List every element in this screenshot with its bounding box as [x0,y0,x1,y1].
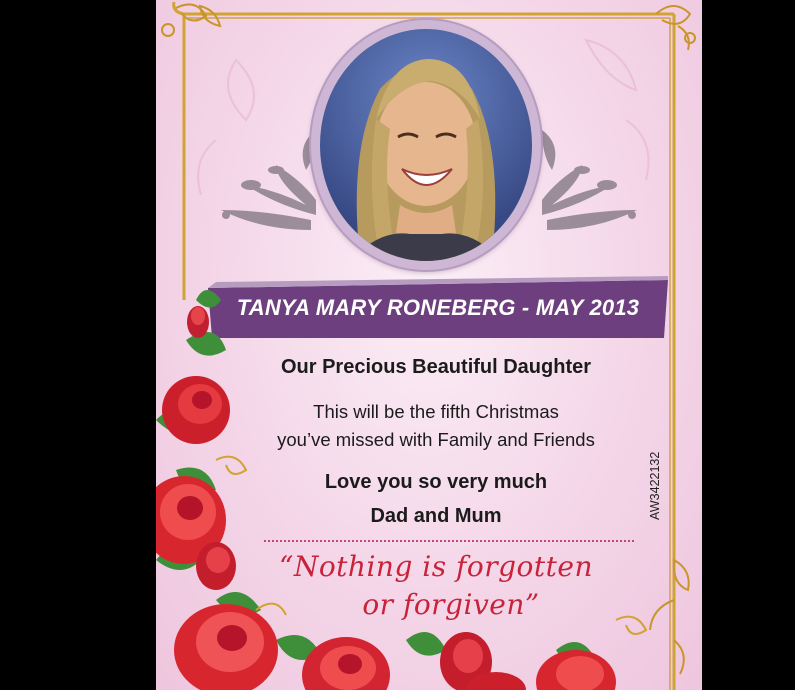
quote-line-1: “Nothing is forgotten [279,550,593,583]
subtitle: Our Precious Beautiful Daughter [280,356,592,378]
ad-code: AW3422132 [648,451,662,520]
love-line-1: Love you so very much [324,471,548,493]
dotted-divider [264,540,634,542]
message-line-1: This will be the fifth Christmas [313,401,559,422]
name-banner: TANYA MARY RONEBERG - MAY 2013 [236,295,640,320]
portrait-photo-icon [320,29,532,261]
portrait-photo [320,29,532,261]
portrait-photo-frame [311,20,541,270]
ad-code-container [648,451,664,610]
message-line-2: you’ve missed with Family and Friends [277,429,595,450]
quote-line-2: or forgiven” [362,588,540,621]
memorial-card [156,0,702,690]
love-line-2: Dad and Mum [370,505,502,527]
